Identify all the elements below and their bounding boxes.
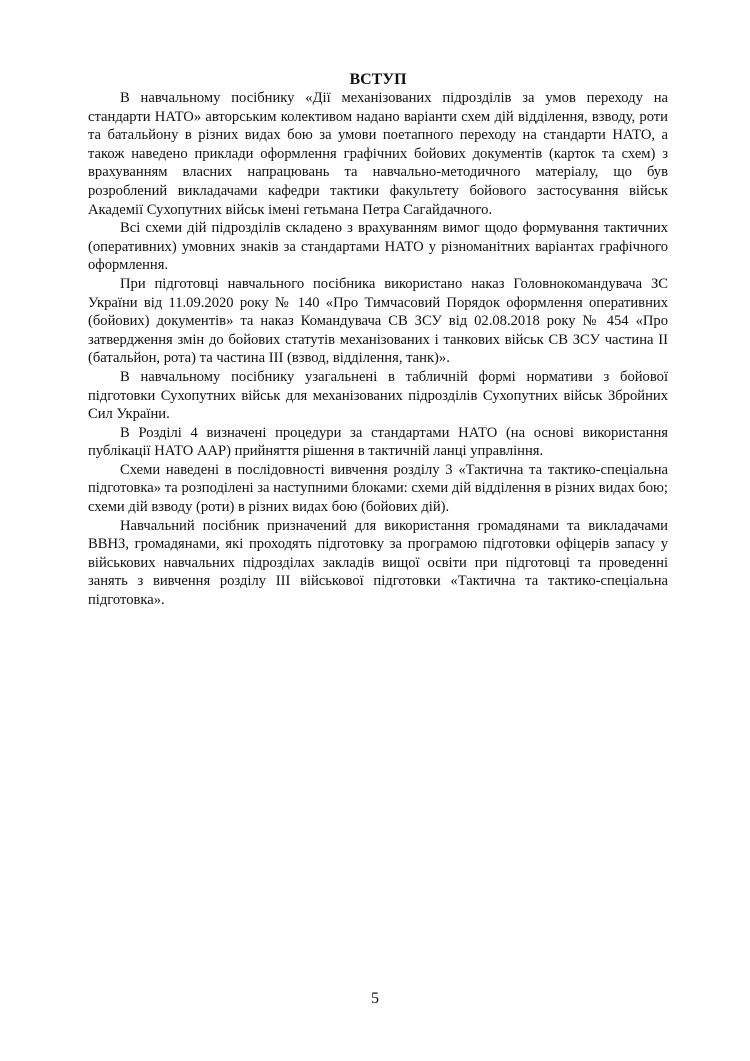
paragraph-purpose: Навчальний посібник призначений для використання громадянами та викладачами ВВНЗ, громадянами, які проходять підготовку за програмою підготовки офіцерів запасу у військових навчальних підрозділах закладів вищої освіти при підготовці та проведенні занять з вивчення розділу ІІІ військової підготовки «Тактична та тактико-спеціальна підготовка». xyxy=(88,517,668,609)
paragraph-section-4: В Розділі 4 визначені процедури за стандартами НАТО (на основі використання публікації НАТО ААР) прийняття рішення в тактичній ланці управління. xyxy=(88,424,668,460)
paragraph-norms: В навчальному посібнику узагальнені в табличній формі нормативи з бойової підготовки Сухопутних військ для механізованих підрозділів Сухопутних військ Збройних Сил України. xyxy=(88,368,668,423)
page-number: 5 xyxy=(371,990,379,1007)
paragraph-intro: В навчальному посібнику «Дії механізованих підрозділів за умов переходу на стандарти НАТО» авторським колективом надано варіанти схем дій відділення, взводу, роти та батальйону в різних видах бою за умови поетапного переходу на стандарти НАТО, а також наведено приклади оформлення графічних бойових документів (карток та схем) з врахуванням власних напрацювань та навчально-методичного матеріалу, що був розроблений викладачами кафедри тактики факультету бойового застосування військ Академії Сухопутних військ імені гетьмана Петра Сагайдачного. xyxy=(88,90,668,218)
paragraph-section-3: Схеми наведені в послідовності вивчення розділу 3 «Тактична та тактико-спеціальна підготовка» та розподілені за наступними блоками: схеми дій відділення в різних видах бою; схеми дій взводу (роти) в різних видах бою (бойових дій). xyxy=(88,461,668,516)
document-body xyxy=(88,71,668,610)
paragraph-orders: При підготовці навчального посібника використано наказ Головнокомандувача ЗС України від 11.09.2020 року № 140 «Про Тимчасовий Порядок оформлення оперативних (бойових) документів» та наказ Командувача СВ ЗСУ від 02.08.2018 року № 454 «Про затвердження змін до бойових статутів механізованих і танкових військ СВ ЗСУ частина ІІ (батальйон, рота) та частина ІІІ (взвод, відділення, танк)». xyxy=(88,275,668,367)
paragraph-schemes: Всі схеми дій підрозділів складено з врахуванням вимог щодо формування тактичних (оперативних) умовних знаків за стандартами НАТО у різноманітних варіантах графічного оформлення. xyxy=(88,220,668,274)
section-title: ВСТУП xyxy=(349,71,407,88)
